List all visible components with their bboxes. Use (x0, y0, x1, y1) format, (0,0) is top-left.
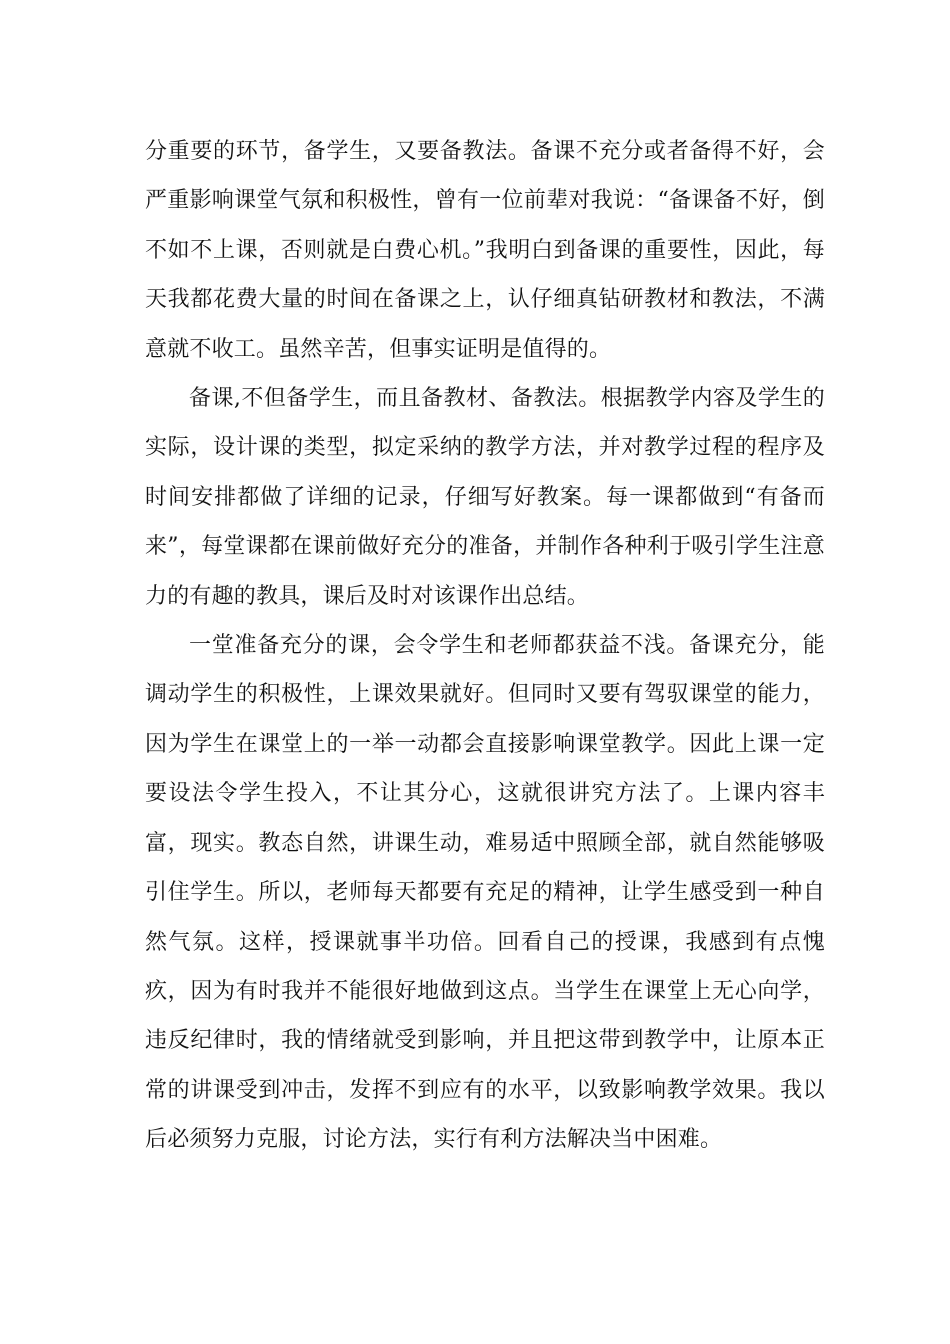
document-body (145, 127, 825, 1165)
paragraph-3: 一堂准备充分的课，会令学生和老师都获益不浅。备课充分，能调动学生的积极性，上课效果就好。但同时又要有驾驭课堂的能力，因为学生在课堂上的一举一动都会直接影响课堂教学。因此上课一定要设法令学生投入，不让其分心，这就很讲究方法了。上课内容丰富，现实。教态自然，讲课生动，难易适中照顾全部，就自然能够吸引住学生。所以，老师每天都要有充足的精神，让学生感受到一种自然气氛。这样，授课就事半功倍。回看自己的授课，我感到有点愧疚，因为有时我并不能很好地做到这点。当学生在课堂上无心向学，违反纪律时，我的情绪就受到影响，并且把这带到教学中，让原本正常的讲课受到冲击，发挥不到应有的水平，以致影响教学效果。我以后必须努力克服，讨论方法，实行有利方法解决当中困难。 (145, 633, 825, 1153)
paragraph-2: 备课,不但备学生，而且备教材、备教法。根据教学内容及学生的实际，设计课的类型，拟定采纳的教学方法，并对教学过程的程序及时间安排都做了详细的记录，仔细写好教案。每一课都做到“有备而来”，每堂课都在课前做好充分的准备，并制作各种利于吸引学生注意力的有趣的教具，课后及时对该课作出总结。 (145, 386, 825, 609)
paragraph-1: 分重要的环节，备学生，又要备教法。备课不充分或者备得不好，会严重影响课堂气氛和积极性，曾有一位前辈对我说：“备课备不好，倒不如不上课，否则就是白费心机。”我明白到备课的重要性，因此，每天我都花费大量的时间在备课之上，认仔细真钻研教材和教法，不满意就不收工。虽然辛苦，但事实证明是值得的。 (145, 139, 825, 362)
